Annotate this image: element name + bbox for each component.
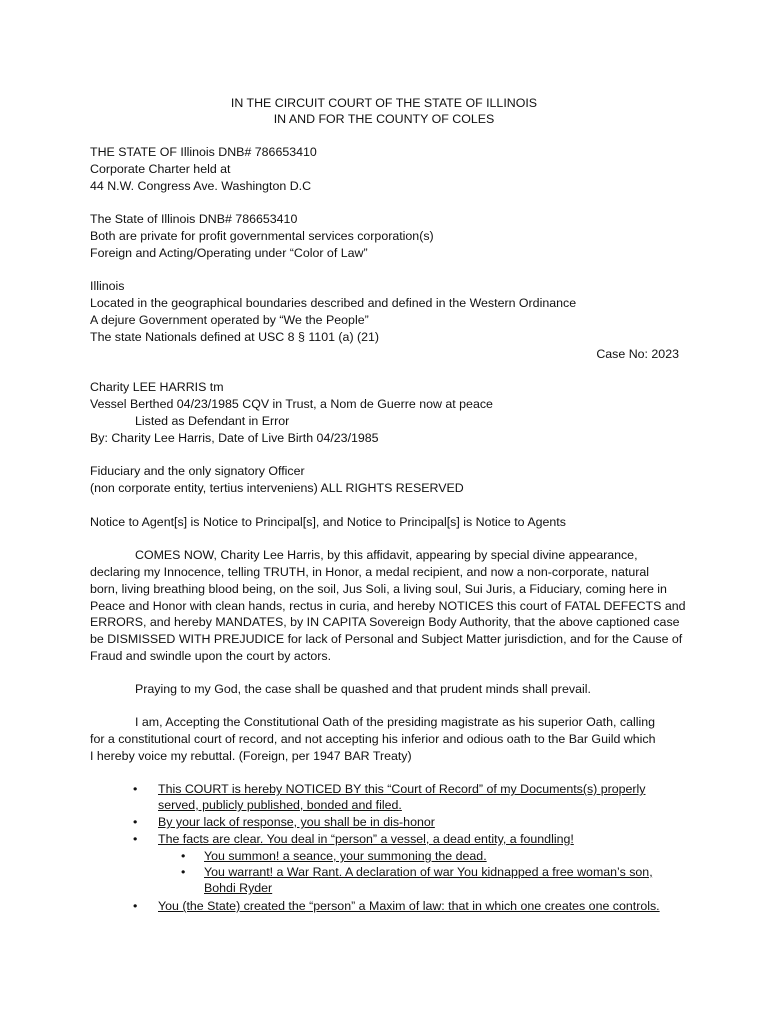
bullet-icon: • <box>133 782 138 796</box>
bullet-item: You (the State) created the “person” a Maxim of law: that in which one creates one controls. <box>158 899 660 913</box>
fiduciary-line: (non corporate entity, tertius interveniens) ALL RIGHTS RESERVED <box>90 481 464 495</box>
bullet-icon: • <box>133 815 138 829</box>
sub-bullet-item: You summon! a seance, your summoning the dead. <box>204 849 487 863</box>
court-heading-line-2: IN AND FOR THE COUNTY OF COLES <box>273 112 495 126</box>
plaintiff-line: THE STATE OF Illinois DNB# 786653410 <box>90 145 317 159</box>
notice-line: Notice to Agent[s] is Notice to Principal[s], and Notice to Principal[s] is Notice to Agents <box>90 515 566 529</box>
sub-bullet-item: You warrant! a War Rant. A declaration of war You kidnapped a free woman’s son, <box>204 865 653 879</box>
paragraph-line: COMES NOW, Charity Lee Harris, by this affidavit, appearing by special divine appearance, <box>135 548 638 562</box>
plaintiff-line: Foreign and Acting/Operating under “Color of Law” <box>90 246 368 260</box>
jurisdiction-line: A dejure Government operated by “We the People” <box>90 313 369 327</box>
prayer-paragraph: Praying to my God, the case shall be quashed and that prudent minds shall prevail. <box>135 682 591 696</box>
paragraph-line: Fraud and swindle upon the court by actors. <box>90 649 332 663</box>
paragraph-line: born, living breathing blood being, on the soil, Jus Soli, a living soul, Sui Juris, a Fiduciary, coming here in <box>90 582 667 596</box>
defendant-vessel: Vessel Berthed 04/23/1985 CQV in Trust, a Nom de Guerre now at peace <box>90 397 493 411</box>
sub-bullet-icon: • <box>181 865 186 879</box>
defendant-listed: Listed as Defendant in Error <box>135 414 290 428</box>
paragraph-line: declaring my Innocence, telling TRUTH, in Honor, a medal recipient, and now a non-corporate, natural <box>90 565 650 579</box>
bullet-item: The facts are clear. You deal in “person” a vessel, a dead entity, a foundling! <box>158 832 574 846</box>
case-number: Case No: 2023 <box>596 347 679 361</box>
paragraph-line: ERRORS, and hereby MANDATES, by IN CAPITA Sovereign Body Authority, that the above captioned case <box>90 615 680 629</box>
bullet-item: This COURT is hereby NOTICED BY this “Court of Record” of my Documents(s) properly <box>158 782 646 796</box>
plaintiff-line: 44 N.W. Congress Ave. Washington D.C <box>90 179 312 193</box>
fiduciary-line: Fiduciary and the only signatory Officer <box>90 464 305 478</box>
defendant-name: Charity LEE HARRIS tm <box>90 380 224 394</box>
paragraph-line: I hereby voice my rebuttal. (Foreign, per 1947 BAR Treaty) <box>90 749 412 763</box>
jurisdiction-line: Illinois <box>90 279 125 293</box>
paragraph-line: be DISMISSED WITH PREJUDICE for lack of Personal and Subject Matter jurisdiction, and for the Cause of <box>90 632 683 646</box>
defendant-by: By: Charity Lee Harris, Date of Live Birth 04/23/1985 <box>90 431 379 445</box>
paragraph-line: I am, Accepting the Constitutional Oath of the presiding magistrate as his superior Oath, calling <box>135 715 655 729</box>
court-heading-line-1: IN THE CIRCUIT COURT OF THE STATE OF ILLINOIS <box>230 96 538 110</box>
paragraph-line: Peace and Honor with clean hands, rectus in curia, and hereby NOTICES this court of FATAL DEFECTS and <box>90 599 686 613</box>
jurisdiction-line: The state Nationals defined at USC 8 § 1101 (a) (21) <box>90 330 380 344</box>
plaintiff-line: Corporate Charter held at <box>90 162 231 176</box>
plaintiff-line: The State of Illinois DNB# 786653410 <box>90 212 298 226</box>
sub-bullet-icon: • <box>181 849 186 863</box>
sub-bullet-item-continued: Bohdi Ryder <box>204 881 273 895</box>
plaintiff-line: Both are private for profit governmental services corporation(s) <box>90 229 434 243</box>
bullet-icon: • <box>133 832 138 846</box>
bullet-icon: • <box>133 899 138 913</box>
jurisdiction-line: Located in the geographical boundaries described and defined in the Western Ordinance <box>90 296 577 310</box>
bullet-item-continued: served, publicly published, bonded and filed. <box>158 798 402 812</box>
bullet-item: By your lack of response, you shall be in dis-honor <box>158 815 435 829</box>
paragraph-line: for a constitutional court of record, and not accepting his inferior and odious oath to the Bar Guild which <box>90 732 656 746</box>
